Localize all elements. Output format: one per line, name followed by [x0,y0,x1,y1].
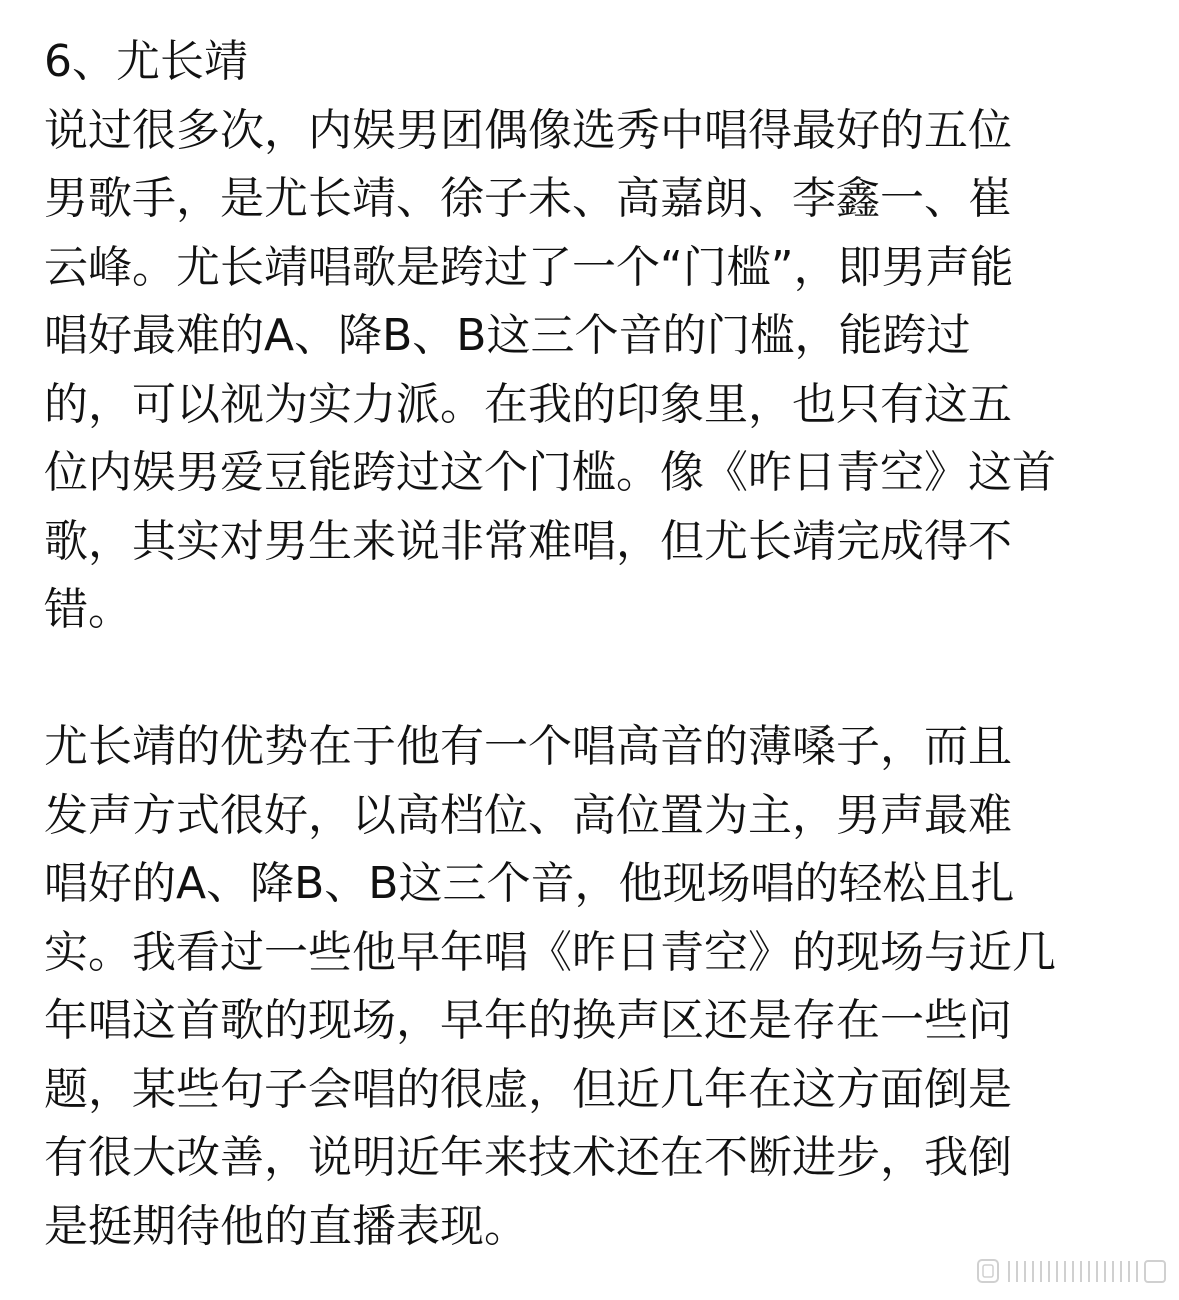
paragraph-1-line: 唱好最难的A、降B、B这三个音的门槛，能跨过 [44,310,971,361]
article-body [44,28,1139,1261]
paragraph-gap [44,645,1139,714]
paragraph-2-line: 有很大改善，说明近年来技术还在不断进步，我倒 [44,1132,1012,1183]
paragraph-1 [44,97,1139,645]
paragraph-1-line: 男歌手，是尤长靖、徐子未、高嘉朗、李鑫一、崔 [44,173,1012,224]
paragraph-2-line: 年唱这首歌的现场，早年的换声区还是存在一些问 [44,995,1012,1046]
paragraph-2-line: 尤长靖的优势在于他有一个唱高音的薄嗓子，而且 [44,721,1012,772]
paragraph-2 [44,713,1139,1261]
paragraph-1-line: 错。 [44,584,132,635]
paragraph-2-line: 发声方式很好，以高档位、高位置为主，男声最难 [44,789,1012,841]
paragraph-1-line: 歌，其实对男生来说非常难唱，但尤长靖完成得不 [44,515,1012,567]
long-image-watermark-icon [977,1258,1167,1286]
paragraph-2-line: 实。我看过一些他早年唱《昨日青空》的现场与近几 [44,926,1056,978]
paragraph-1-line: 的，可以视为实力派。在我的印象里，也只有这五 [44,378,1012,430]
paragraph-2-line: 是挺期待他的直播表现。 [44,1200,528,1252]
paragraph-1-line: 位内娱男爱豆能跨过这个门槛。像《昨日青空》这首 [44,447,1056,498]
paragraph-2-line: 题，某些句子会唱的很虚，但近几年在这方面倒是 [44,1063,1012,1115]
paragraph-2-line: 唱好的A、降B、B这三个音，他现场唱的轻松且扎 [44,858,1015,909]
paragraph-1-line: 云峰。尤长靖唱歌是跨过了一个“门槛”，即男声能 [44,241,1014,293]
article-heading: 6、尤长靖 [44,36,248,87]
paragraph-1-line: 说过很多次，内娱男团偶像选秀中唱得最好的五位 [44,104,1012,156]
